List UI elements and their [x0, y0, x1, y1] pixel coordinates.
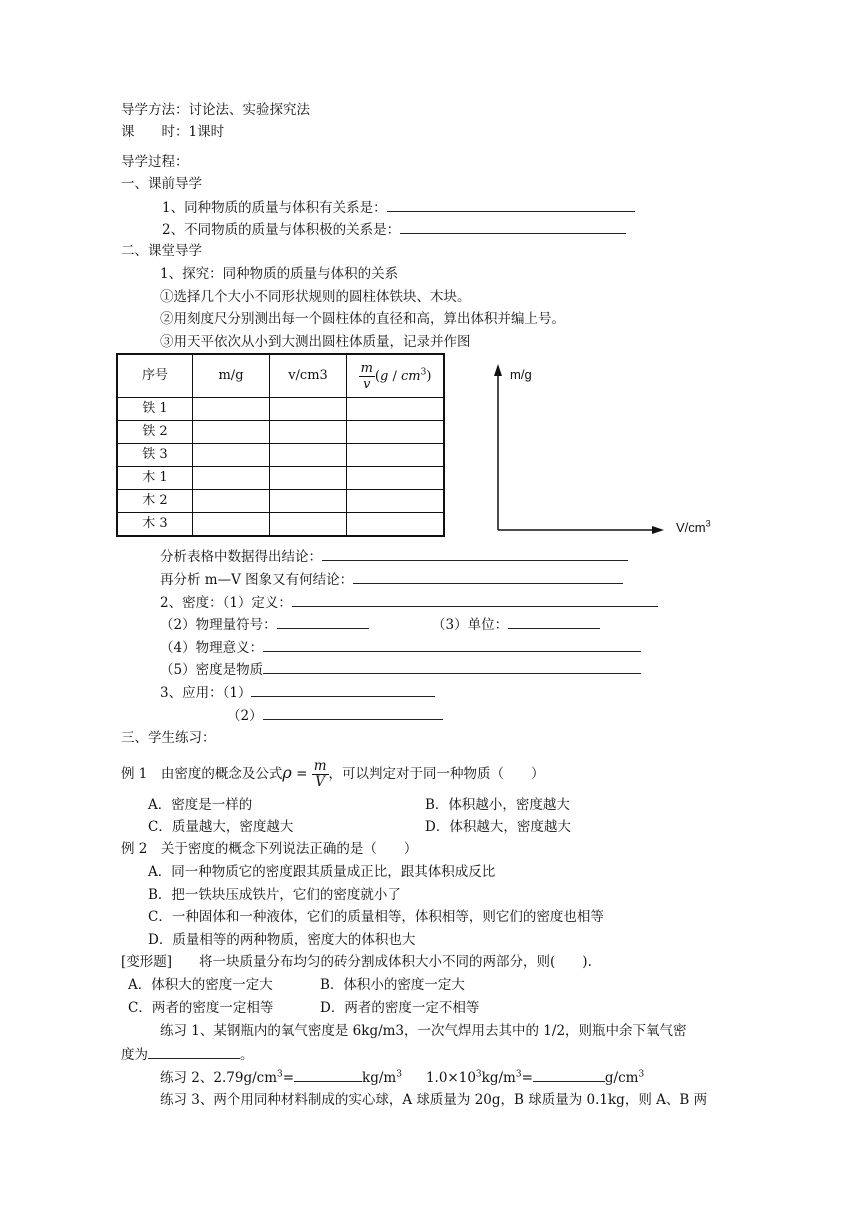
class-hours-value: 1课时: [188, 124, 225, 140]
formula-denominator: V: [315, 774, 325, 790]
variant-question: [变形题] 将一块质量分布均匀的砖分割成体积大小不同的两部分，则( ).: [121, 954, 592, 970]
x-axis-label-text: V/cm: [676, 520, 706, 535]
example-1-option-d[interactable]: D．体积越大，密度越大: [425, 819, 571, 835]
section2-title: 二、课堂导学: [121, 243, 202, 259]
table-conclusion-text: 分析表格中数据得出结论：: [160, 549, 322, 565]
cell-density[interactable]: [347, 513, 445, 537]
section1-q1-text: 1、同种物质的质量与体积有关系是：: [162, 200, 387, 216]
row-label: 木 3: [117, 513, 193, 537]
density-meaning: [160, 637, 641, 658]
density-meaning-text: （4）物理意义：: [160, 640, 264, 656]
answer-blank[interactable]: [263, 705, 443, 720]
formula-numerator: m: [313, 758, 327, 774]
density-definition-text: 2、密度：（1）定义：: [160, 595, 292, 611]
unit-g-cm3: g/cm: [604, 1070, 639, 1086]
cell-mass[interactable]: [193, 421, 270, 444]
table-row: [117, 444, 444, 467]
table-row: [117, 467, 444, 490]
measurement-table: [116, 353, 445, 537]
answer-blank[interactable]: [508, 614, 600, 629]
cell-volume[interactable]: [270, 490, 347, 513]
variant-option-b[interactable]: B．体积小的密度一定大: [320, 977, 465, 993]
unit-open-paren: (: [374, 368, 380, 384]
step-2: ②用刻度尺分别测出每一个圆柱体的直径和高，算出体积并编上号。: [160, 311, 565, 327]
unit-g: g: [380, 368, 389, 384]
answer-blank[interactable]: [400, 219, 626, 234]
header-index: 序号: [117, 354, 193, 398]
example-2-option-a[interactable]: A．同一种物质它的密度跟其质量成正比，跟其体积成反比: [148, 864, 496, 880]
exp: 3: [638, 1069, 645, 1080]
fraction-denominator: v: [363, 376, 371, 392]
answer-blank[interactable]: [251, 682, 435, 697]
example-2: 例 2 关于密度的概念下列说法正确的是（ ）: [121, 841, 418, 857]
density-definition: [160, 592, 658, 613]
cell-mass[interactable]: [193, 490, 270, 513]
example-2-option-b[interactable]: B．把一铁块压成铁片，它们的密度就小了: [148, 887, 401, 903]
density-property: [160, 659, 641, 680]
x-axis-label: [676, 518, 711, 538]
cell-density[interactable]: [347, 467, 445, 490]
cell-volume[interactable]: [270, 421, 347, 444]
application-1-text: 3、应用：（1）: [160, 685, 252, 701]
density-fraction: [359, 361, 375, 392]
example-1-prefix: 例 1 由密度的概念及公式: [121, 766, 283, 782]
practice-2-value-2: 1.0×10: [425, 1070, 476, 1086]
section1-title: 一、课前导学: [121, 176, 202, 192]
table-row: [117, 490, 444, 513]
table-header-row: [117, 354, 444, 398]
answer-blank[interactable]: [322, 546, 628, 561]
exp: 3: [475, 1069, 482, 1080]
fraction-numerator: m: [360, 360, 373, 376]
cell-density[interactable]: [347, 490, 445, 513]
cell-volume[interactable]: [270, 467, 347, 490]
answer-blank[interactable]: [148, 1044, 240, 1059]
y-axis-arrow-icon: [494, 364, 502, 376]
density-property-text: （5）密度是物质: [160, 662, 264, 678]
table-row: [117, 513, 444, 537]
example-1-option-a[interactable]: A．密度是一样的: [148, 797, 253, 813]
cell-density[interactable]: [347, 444, 445, 467]
practice-3: 练习 3、两个用同种材料制成的实心球，A 球质量为 20g，B 球质量为 0.1kg，则 A、B 两: [160, 1092, 708, 1108]
table-conclusion: [160, 546, 628, 567]
application-2-text: （2）: [227, 708, 263, 724]
table-row: [117, 398, 444, 421]
unit-kg-m3: kg/m: [362, 1070, 397, 1086]
practice-2-value-1: 练习 2、2.79g/cm: [160, 1070, 277, 1086]
unit-close-paren: ): [426, 368, 432, 384]
cell-volume[interactable]: [270, 513, 347, 537]
x-axis-label-exp: 3: [705, 518, 711, 529]
step-1: ①选择几个大小不同形状规则的圆柱体铁块、木块。: [160, 289, 471, 305]
header-volume: v/cm3: [270, 354, 347, 398]
exp: 3: [277, 1069, 283, 1080]
header-density: [347, 354, 445, 398]
graph-conclusion-text: 再分析 m—V 图象又有何结论：: [160, 572, 354, 588]
graph-conclusion: [160, 569, 623, 590]
exp: 3: [396, 1069, 402, 1080]
example-2-option-d[interactable]: D．质量相等的两种物质，密度大的体积也大: [148, 932, 416, 948]
cell-density[interactable]: [347, 398, 445, 421]
practice-1-suffix: 。: [240, 1047, 254, 1063]
cell-mass[interactable]: [193, 513, 270, 537]
row-label: 铁 3: [117, 444, 193, 467]
unit-kg-m3: kg/m: [481, 1070, 516, 1086]
answer-blank[interactable]: [263, 659, 641, 674]
section1-q2-text: 2、不同物质的质量与体积极的关系是：: [162, 222, 401, 238]
equals-sign: =: [291, 766, 312, 782]
unit-cm: cm: [400, 368, 421, 384]
row-label: 木 1: [117, 467, 193, 490]
cell-mass[interactable]: [193, 444, 270, 467]
formula-fraction: [312, 759, 329, 790]
answer-blank[interactable]: [353, 569, 623, 584]
y-axis-label: m/g: [510, 367, 532, 382]
application-1: [160, 682, 435, 703]
density-symbol: [160, 614, 369, 635]
variant-option-a[interactable]: A．体积大的密度一定大: [128, 977, 273, 993]
header-mass: m/g: [193, 354, 270, 398]
cell-mass[interactable]: [193, 398, 270, 421]
density-unit-text: （3）单位：: [432, 617, 509, 633]
answer-blank[interactable]: [263, 637, 641, 652]
row-label: 铁 1: [117, 398, 193, 421]
rho-symbol: ρ: [282, 763, 292, 782]
section3-title: 三、学生练习：: [121, 730, 216, 746]
row-label: 木 2: [117, 490, 193, 513]
practice-1-prefix: 度为: [121, 1047, 148, 1063]
section1-q1: [162, 197, 635, 218]
cell-volume[interactable]: [270, 398, 347, 421]
teaching-method: 导学方法：讨论法、实验探究法: [121, 102, 310, 118]
practice-1-line-1: 练习 1、某钢瓶内的氧气密度是 6kg/m3，一次气焊用去其中的 1/2，则瓶中余下氧气密: [160, 1023, 687, 1039]
answer-blank[interactable]: [533, 1067, 605, 1082]
step-3: ③用天平依次从小到大测出圆柱体质量，记录并作图: [160, 334, 471, 350]
answer-blank[interactable]: [292, 592, 658, 607]
practice-1-line-2: [121, 1044, 254, 1065]
answer-blank[interactable]: [277, 614, 369, 629]
table-row: [117, 421, 444, 444]
cell-mass[interactable]: [193, 467, 270, 490]
example-1-suffix: ，可以判定对于同一种物质（ ）: [328, 766, 545, 782]
exp: 3: [515, 1069, 522, 1080]
section1-q2: [162, 219, 626, 240]
example-1-option-b[interactable]: B．体积越小，密度越大: [425, 797, 570, 813]
practice-2: [160, 1067, 644, 1088]
unit-slash: /: [388, 368, 401, 384]
unit-exponent: 3: [420, 367, 427, 378]
variant-option-d[interactable]: D．两者的密度一定不相等: [320, 1000, 480, 1016]
example-2-option-c[interactable]: C．一种固体和一种液体，它们的质量相等，体积相等，则它们的密度也相等: [148, 909, 604, 925]
cell-density[interactable]: [347, 421, 445, 444]
equals-sign: =: [282, 1070, 295, 1086]
application-2: [227, 705, 443, 726]
row-label: 铁 2: [117, 421, 193, 444]
answer-blank[interactable]: [387, 197, 635, 212]
variant-option-c[interactable]: C．两者的密度一定相等: [128, 1000, 274, 1016]
density-unit: [432, 614, 600, 635]
density-symbol-text: （2）物理量符号：: [160, 617, 277, 633]
example-1: [121, 758, 545, 790]
class-hours: [121, 122, 224, 142]
cell-volume[interactable]: [270, 444, 347, 467]
example-1-option-c[interactable]: C．质量越大，密度越大: [148, 819, 294, 835]
x-axis-arrow-icon: [652, 526, 664, 534]
class-hours-label: 课 时：: [121, 124, 189, 140]
process-title: 导学过程：: [121, 154, 189, 170]
answer-blank[interactable]: [294, 1067, 362, 1082]
explore-title: 1、探究：同种物质的质量与体积的关系: [160, 266, 399, 282]
equals-sign: =: [521, 1070, 533, 1086]
